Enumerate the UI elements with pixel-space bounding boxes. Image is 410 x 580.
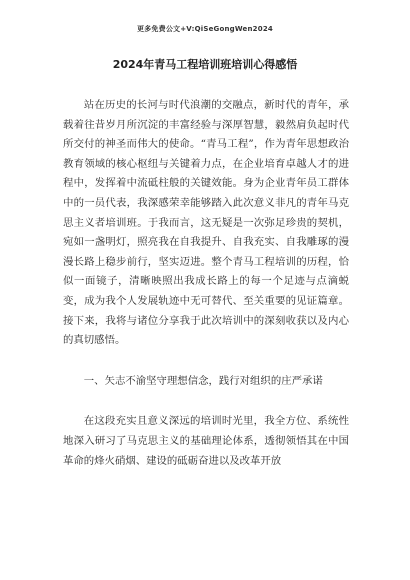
- document-body: [63, 96, 349, 471]
- document-title: 2024年青马工程培训班培训心得感悟: [112, 58, 298, 71]
- intro-paragraph: 站在历史的长河与时代浪潮的交融点，新时代的青年，承载着往昔岁月所沉淀的丰富经验与深厚智慧，毅然肩负起时代所交付的神圣而伟大的使命。“青马工程”，作为青年思想政治教育领域的核心枢纽与关键着力点，在企业培育卓越人才的进程中，发挥着中流砥柱般的关键效能。身为企业青年员工群体中的一员代表，我深感荣幸能够踏入此次意义非凡的青年马克思主义者培训班。于我而言，这无疑是一次弥足珍贵的契机，宛如一盏明灯，照亮我在自我提升、自我充实、自我雕琢的漫漫长路上稳步前行，坚实迈进。整个青马工程培训的历程，恰似一面镜子，清晰映照出我成长路上的每一个足迹与点滴蜕变，成为我个人发展轨迹中无可替代、至关重要的见证篇章。接下来，我将与诸位分享我于此次培训中的深刻收获以及内心的真切感悟。: [63, 99, 349, 347]
- section-heading: 一、矢志不渝坚守理想信念，践行对组织的庄严承诺: [83, 374, 323, 387]
- section-paragraph: 在这段充实且意义深远的培训时光里，我全方位、系统性地深入研习了马克思主义的基础理论体系，透彻领悟其在中国革命的烽火硝烟、建设的砥砺奋进以及改革开放: [63, 415, 349, 467]
- header-note: 更多免费公文+V:QiSeGongWen2024: [137, 25, 273, 33]
